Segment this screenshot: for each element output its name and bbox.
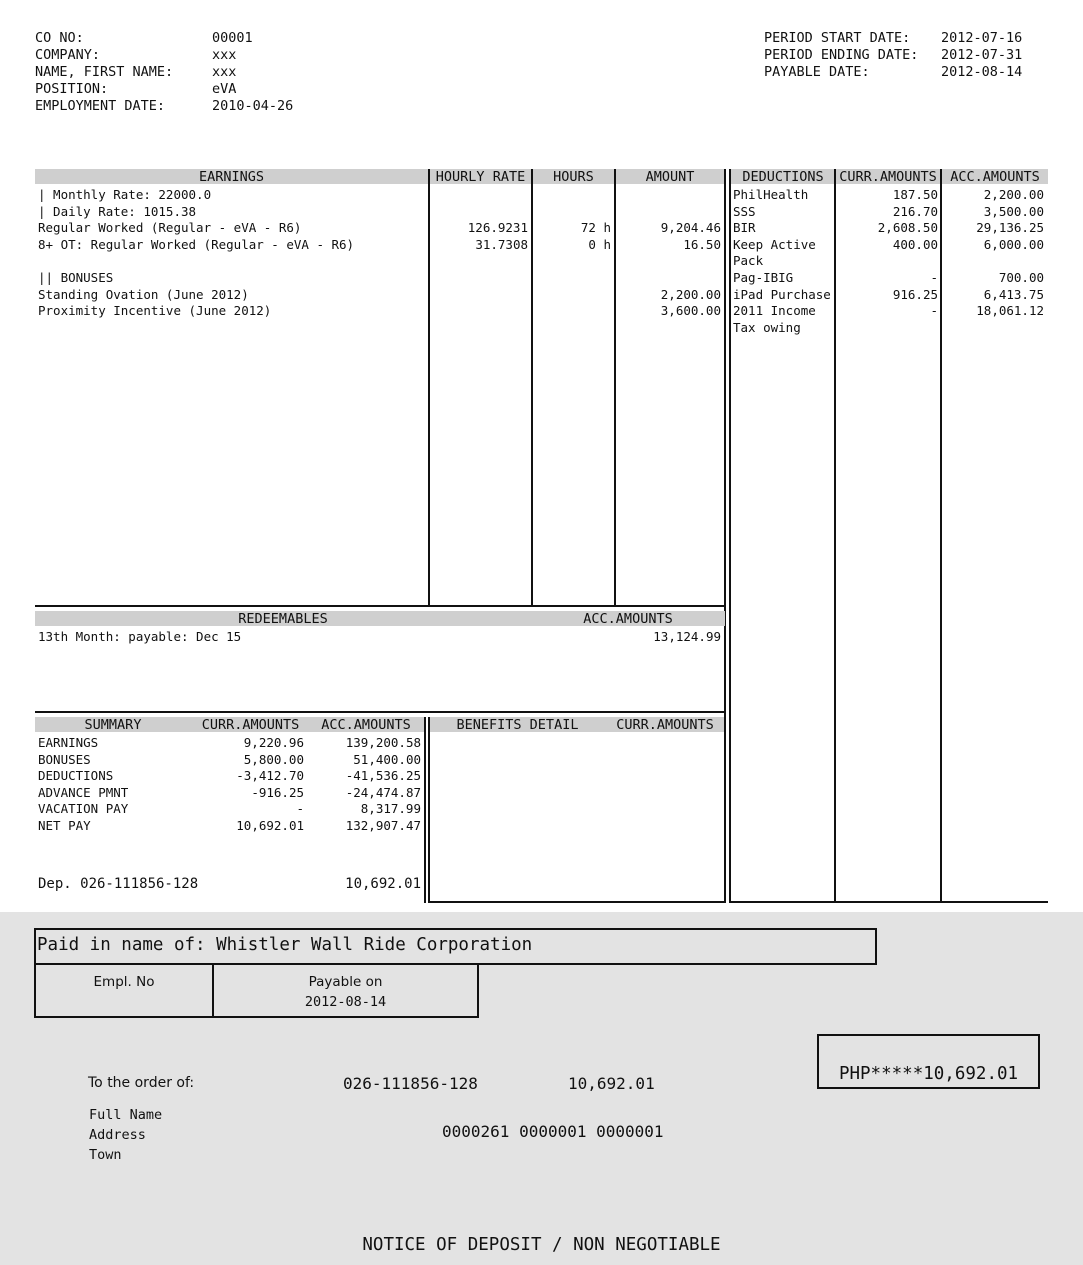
deduction-acc: 6,413.75 [983, 286, 1044, 302]
period-start-value: 2012-07-16 [941, 30, 1023, 46]
payee-town: Town [89, 1147, 122, 1163]
redeemable-acc: 13,124.99 [653, 629, 721, 644]
divider [428, 901, 726, 903]
summary-label: BONUSES [38, 751, 91, 767]
redeemables-col-header: REDEEMABLES [238, 611, 328, 627]
earnings-row-rate: 126.9231 [467, 220, 528, 236]
summary-curr: - [296, 801, 304, 817]
benefits-col-header: BENEFITS DETAIL [456, 717, 579, 733]
deduction-curr: - [930, 270, 938, 285]
deduction-acc: 6,000.00 [983, 236, 1044, 252]
summary-acc: -24,474.87 [345, 784, 421, 800]
empl-no-label: Empl. No [93, 974, 155, 990]
deduction-desc: Keep Active Pack [733, 236, 816, 269]
co-no-value: 00001 [212, 30, 253, 46]
deduction-desc: Pag-IBIG [733, 270, 794, 285]
deposit-amount: 10,692.01 [345, 876, 421, 892]
divider [35, 605, 726, 607]
amount-box [817, 1034, 1040, 1089]
payable-on-box [212, 963, 479, 1018]
payee-full-name: Full Name [89, 1107, 163, 1123]
deduction-desc: PhilHealth [733, 187, 809, 202]
deduction-acc: 3,500.00 [983, 203, 1044, 219]
period-end-value: 2012-07-31 [941, 47, 1023, 63]
period-end-label: PERIOD ENDING DATE: [764, 47, 919, 63]
earnings-row-rate: 31.7308 [475, 236, 528, 252]
benefits-curr-col-header: CURR.AMOUNTS [616, 717, 714, 733]
deduction-curr: - [930, 303, 938, 319]
deduction-curr: 187.50 [892, 187, 938, 202]
divider [729, 901, 1048, 903]
earnings-row-amount: 2,200.00 [660, 286, 721, 302]
notice-text: NOTICE OF DEPOSIT / NON NEGOTIABLE [362, 1235, 721, 1255]
earnings-row-amount: 3,600.00 [660, 303, 721, 319]
summary-curr: -916.25 [251, 784, 304, 800]
summary-curr: 9,220.96 [243, 735, 304, 750]
divider [424, 717, 426, 903]
earnings-col-header: EARNINGS [198, 169, 265, 185]
summary-acc-col-header: ACC.AMOUNTS [321, 717, 411, 733]
position-value: eVA [212, 81, 237, 97]
summary-curr: -3,412.70 [236, 768, 304, 784]
summary-label: VACATION PAY [38, 801, 129, 817]
divider [428, 717, 430, 903]
summary-col-header: SUMMARY [84, 717, 142, 733]
summary-label: NET PAY [38, 818, 91, 833]
divider [729, 169, 731, 903]
deduction-curr: 216.70 [892, 203, 938, 219]
earnings-row-desc: Regular Worked (Regular - eVA - R6) [38, 220, 302, 236]
company-label: COMPANY: [35, 47, 101, 63]
deduction-desc: SSS [733, 203, 756, 219]
co-no-label: CO NO: [35, 30, 84, 46]
employment-date-label: EMPLOYMENT DATE: [35, 98, 166, 114]
redeemable-desc: 13th Month: payable: Dec 15 [38, 629, 242, 644]
payable-on-label: Payable on [308, 974, 383, 990]
earnings-row-hours: 72 h [580, 220, 611, 236]
payable-date-label: PAYABLE DATE: [764, 64, 870, 80]
company-value: xxx [212, 47, 237, 63]
summary-label: ADVANCE PMNT [38, 784, 129, 800]
summary-acc: 139,200.58 [345, 735, 421, 750]
paid-in-name: Paid in name of: Whistler Wall Ride Corporation [37, 935, 533, 955]
summary-label: EARNINGS [38, 735, 99, 750]
deduction-acc: 2,200.00 [983, 187, 1044, 202]
name-label: NAME, FIRST NAME: [35, 64, 174, 80]
payable-date-value: 2012-08-14 [941, 64, 1023, 80]
amount-box-value: PHP*****10,692.01 [838, 1064, 1019, 1084]
deduction-acc: 700.00 [998, 270, 1044, 285]
bonuses-heading: || BONUSES [38, 270, 114, 285]
summary-acc: 8,317.99 [360, 801, 421, 817]
earnings-row-desc: Proximity Incentive (June 2012) [38, 303, 272, 319]
payable-on-date: 2012-08-14 [304, 994, 387, 1010]
divider [724, 169, 726, 903]
empl-no-box [34, 963, 214, 1018]
period-start-label: PERIOD START DATE: [764, 30, 911, 46]
name-value: xxx [212, 64, 237, 80]
deduction-acc: 29,136.25 [976, 220, 1044, 236]
order-account: 026-111856-128 [343, 1074, 478, 1093]
earnings-row-amount: 9,204.46 [660, 220, 721, 236]
deductions-col-header: DEDUCTIONS [742, 169, 824, 185]
payee-address: Address [89, 1127, 146, 1143]
summary-acc: 132,907.47 [345, 818, 421, 833]
redeemables-acc-col-header: ACC.AMOUNTS [583, 611, 673, 627]
earnings-row-amount: 16.50 [683, 236, 721, 252]
earnings-row-desc: 8+ OT: Regular Worked (Regular - eVA - R6) [38, 236, 355, 252]
divider [35, 711, 726, 713]
paid-in-name-box [34, 928, 877, 965]
deduction-curr: 400.00 [892, 236, 938, 252]
micr-line: 0000261 0000001 0000001 [442, 1122, 664, 1141]
summary-acc: 51,400.00 [353, 751, 421, 767]
deduction-acc: 18,061.12 [976, 303, 1044, 319]
deduction-desc: 2011 Income Tax owing [733, 303, 816, 335]
earnings-row-desc: | Daily Rate: 1015.38 [38, 203, 197, 219]
deductions-acc-col-header: ACC.AMOUNTS [950, 169, 1040, 185]
deduction-curr: 916.25 [892, 286, 938, 302]
summary-label: DEDUCTIONS [38, 768, 114, 784]
employment-date-value: 2010-04-26 [212, 98, 294, 114]
earnings-row-desc: | Monthly Rate: 22000.0 [38, 187, 212, 202]
summary-curr: 10,692.01 [236, 818, 304, 833]
summary-acc: -41,536.25 [345, 768, 421, 784]
earnings-row-hours: 0 h [588, 236, 611, 252]
deduction-desc: iPad Purchase [733, 286, 831, 302]
to-order-label: To the order of: [88, 1075, 195, 1091]
order-amount: 10,692.01 [568, 1074, 655, 1093]
earnings-row-desc: Standing Ovation (June 2012) [38, 286, 249, 302]
amount-col-header: AMOUNT [645, 169, 695, 185]
summary-curr-col-header: CURR.AMOUNTS [201, 717, 300, 733]
position-label: POSITION: [35, 81, 109, 97]
deduction-curr: 2,608.50 [877, 220, 938, 236]
deposit-account-label: Dep. 026-111856-128 [38, 876, 199, 892]
deductions-curr-col-header: CURR.AMOUNTS [839, 169, 937, 185]
hourly-rate-col-header: HOURLY RATE [435, 169, 526, 185]
hours-col-header: HOURS [553, 169, 594, 185]
deduction-desc: BIR [733, 220, 756, 236]
summary-curr: 5,800.00 [243, 751, 304, 767]
